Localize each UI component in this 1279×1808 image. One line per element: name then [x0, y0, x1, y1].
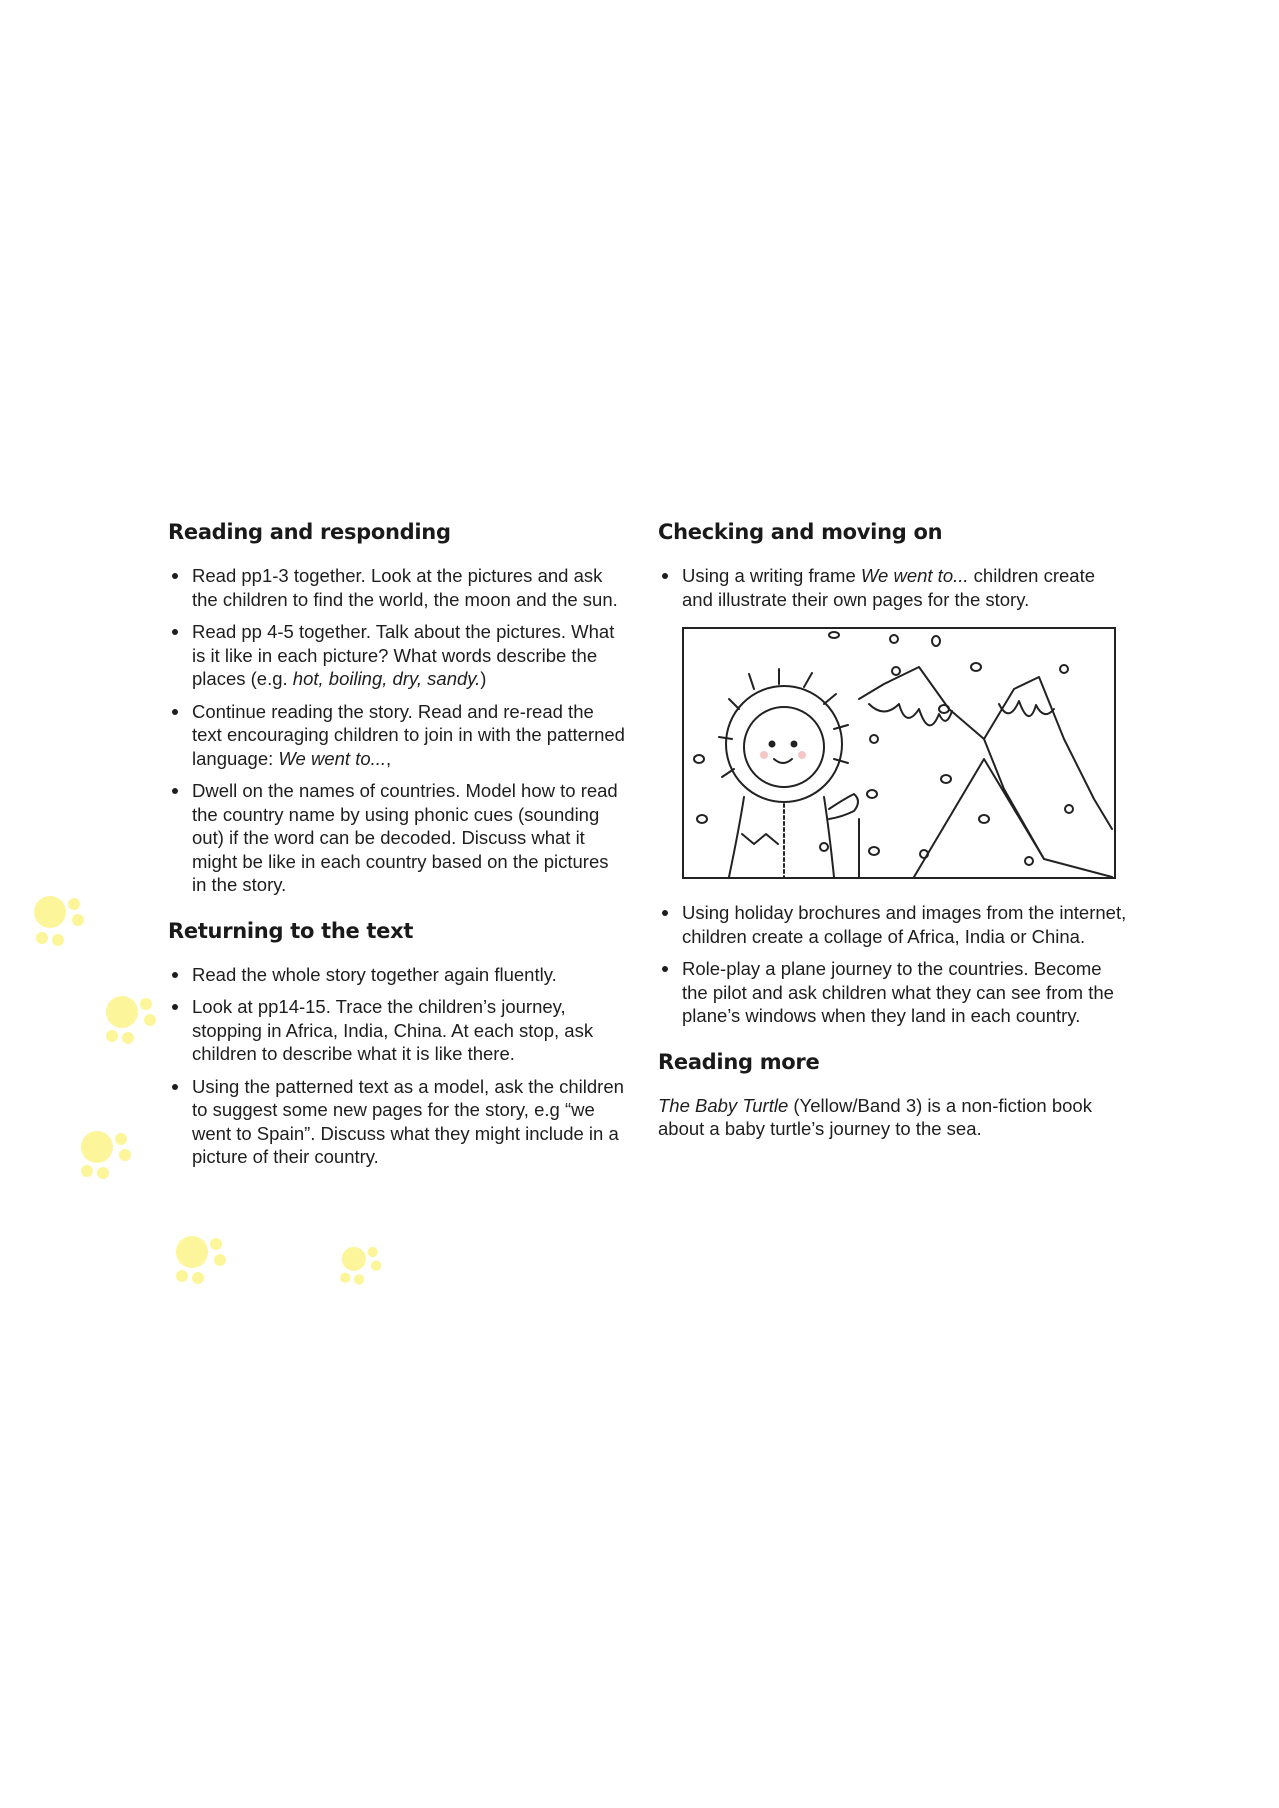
paw-print-icon [335, 1240, 395, 1300]
left-column [168, 520, 628, 1191]
list-item: Role-play a plane journey to the countries. Become the pilot and ask children what they can see from the plane’s windows when they land in each country. [658, 957, 1128, 1028]
list-item: Continue reading the story. Read and re-read the text encouraging children to join in with the patterned language: We went to..., [168, 700, 628, 771]
list-item: Using a writing frame We went to... children create and illustrate their own pages for the story. [658, 564, 1128, 611]
list-item: Look at pp14-15. Trace the children’s journey, stopping in Africa, India, China. At each stop, ask children to describe what it is like there. [168, 995, 628, 1066]
bullet-list [658, 901, 1128, 1028]
list-item: Using holiday brochures and images from the internet, children create a collage of Africa, India or China. [658, 901, 1128, 948]
returning-to-text-section [168, 919, 628, 1169]
section-heading: Checking and moving on [658, 520, 943, 544]
list-item: Dwell on the names of countries. Model how to read the country name by using phonic cues (sounding out) if the word can be decoded. Discuss what it might be like in each country based on the pictures in the story. [168, 779, 628, 897]
story-illustration [682, 627, 1116, 879]
list-item: Read pp1-3 together. Look at the pictures and ask the children to find the world, the moon and the sun. [168, 564, 628, 611]
list-item: Using the patterned text as a model, ask the children to suggest some new pages for the story, e.g “we went to Spain”. Discuss what they might include in a picture of their country. [168, 1075, 628, 1169]
paw-print-icon [170, 1230, 240, 1300]
bullet-list [168, 963, 628, 1169]
bullet-list [168, 564, 628, 897]
section-heading: Reading and responding [168, 520, 451, 544]
reading-more-paragraph: The Baby Turtle (Yellow/Band 3) is a non-fiction book about a baby turtle’s journey to the sea. [658, 1094, 1092, 1139]
checking-and-moving-on-section [658, 520, 1128, 1028]
paw-print-icon [75, 1125, 145, 1195]
reading-and-responding-section [168, 520, 628, 897]
reading-more-section [658, 1050, 1128, 1141]
paw-print-icon [100, 990, 170, 1060]
right-column [658, 520, 1128, 1163]
list-item: Read pp 4-5 together. Talk about the pictures. What is it like in each picture? What words describe the places (e.g. hot, boiling, dry, sandy.) [168, 620, 628, 691]
bullet-list [658, 564, 1128, 611]
section-heading: Returning to the text [168, 918, 414, 943]
list-item: Read the whole story together again fluently. [168, 963, 628, 987]
snow-mountain-child-illustration [684, 629, 1114, 877]
section-heading: Reading more [658, 1049, 820, 1074]
paw-print-icon [28, 890, 98, 960]
